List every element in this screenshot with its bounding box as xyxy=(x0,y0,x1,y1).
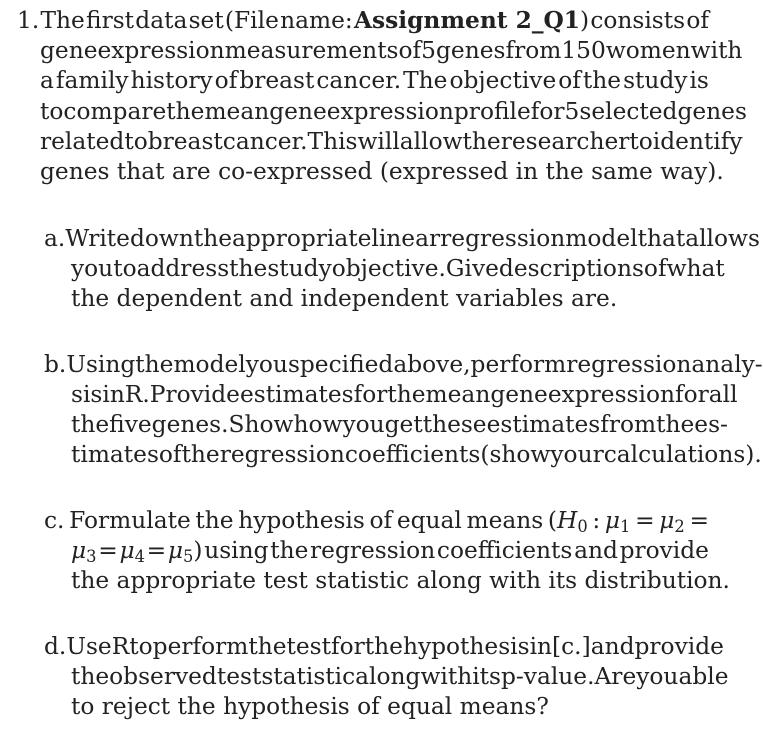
intro-word: data xyxy=(135,7,188,34)
text-line: 1. The first data set (File name: Assignment 2_Q1) consists of xyxy=(17,7,709,34)
text-line: c. Formulate the hypothesis of equal means ($H_0$ : $\mu_1$ = $\mu_2$ = xyxy=(44,506,709,542)
text-line: $\mu_3$ = $\mu_4$ = $\mu_5$) using the regression coefficients and provide xyxy=(71,536,709,572)
intro-word: consists xyxy=(590,7,686,34)
text-line: gene expression measurements of 5 genes from 150 women with xyxy=(40,37,743,64)
text-line: the five genes. Show how you get these estimates from the es- xyxy=(71,411,728,438)
text-line: related to breast cancer. This will allow the researcher to identify xyxy=(40,128,743,155)
text-line: the dependent and independent variables are. xyxy=(71,285,618,312)
text-line: the appropriate test statistic along with its distribution. xyxy=(71,567,730,594)
text-line: timates of the regression coefficients (show your calculations). xyxy=(71,441,762,468)
math-mu3: $\mu_3$ xyxy=(71,537,97,567)
intro-word: set xyxy=(188,7,224,34)
intro-word: name: xyxy=(280,7,353,34)
text-line: sis in R. Provide estimates for the mean gene expression for all xyxy=(71,381,738,408)
text-line: d. Use R to perform the test for the hypothesis in [c.] and provide xyxy=(44,633,724,660)
text-line: to compare the mean gene expression profile for 5 selected genes xyxy=(40,98,747,125)
text-line: you to address the study objective. Give descriptions of what xyxy=(71,255,725,282)
text-line: a family history of breast cancer. The objective of the study is xyxy=(40,67,709,94)
part-label: a. xyxy=(44,225,66,252)
file-name: Assignment 2_Q1 xyxy=(353,7,580,34)
math-mu1: $\mu_1$ xyxy=(604,507,631,537)
intro-word: of xyxy=(686,7,709,34)
math-mu5: $\mu_5$) xyxy=(167,537,203,567)
text-line: to reject the hypothesis of equal means? xyxy=(71,693,549,720)
intro-word: first xyxy=(86,7,135,34)
text-line: a. Write down the appropriate linear regression model that allows xyxy=(44,225,760,252)
part-label: c. xyxy=(44,507,65,534)
math-null-hypothesis: ($H_0$ xyxy=(547,507,588,537)
text-line: the observed test statistic along with its p-value. Are you able xyxy=(71,663,729,690)
math-mu4: $\mu_4$ xyxy=(119,537,145,567)
intro-word: The xyxy=(40,7,85,34)
question-number: 1. xyxy=(17,7,40,34)
text-line: genes that are co-expressed (expressed in the same way). xyxy=(40,158,724,185)
part-label: d. xyxy=(44,633,67,660)
intro-word: (File xyxy=(224,7,279,34)
part-label: b. xyxy=(44,351,67,378)
text-line: b. Using the model you specified above, perform regression analy- xyxy=(44,351,763,378)
math-mu2: $\mu_2$ xyxy=(659,507,685,537)
